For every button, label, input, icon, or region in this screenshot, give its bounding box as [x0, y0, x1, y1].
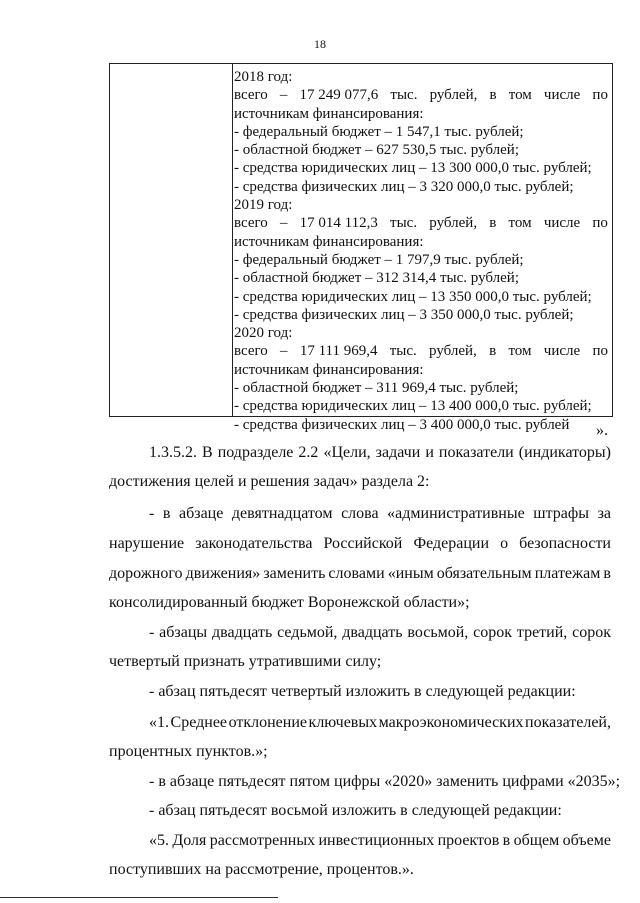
paragraph-word: в [502, 832, 511, 849]
paragraph-word: сорок [572, 624, 611, 641]
paragraph-word: абзацы [159, 624, 208, 641]
table-word: том [508, 343, 532, 360]
table-word: всего [234, 343, 268, 360]
paragraph-word: слова [341, 505, 379, 522]
paragraph-line: достижения целей и решения задач» раздела 2: [109, 473, 430, 490]
table-word: в [489, 87, 497, 104]
paragraph-word: объеме [562, 832, 611, 849]
table-line: источникам финансирования: [234, 361, 424, 378]
paragraph-word: седьмой, [277, 624, 338, 641]
table-line: - средства юридических лиц – 13 300 000,0 тыс. рублей; [234, 160, 592, 177]
paragraph-line-justified [109, 535, 611, 553]
table-left-cell [110, 64, 233, 416]
paragraph-word: макроэкономических [378, 714, 524, 731]
paragraph-line-justified [149, 505, 611, 523]
paragraph-word: Среднее [170, 714, 228, 731]
table-line: источникам финансирования: [234, 233, 424, 250]
paragraph-line: процентных пунктов.»; [109, 743, 268, 760]
paragraph-word: дорожного [109, 565, 183, 582]
paragraph-word: абзаце [179, 505, 224, 522]
paragraph-word: движения» [185, 565, 261, 582]
table-word: по [592, 343, 608, 360]
table-line: 2019 год: [234, 197, 293, 214]
table-line-justified [234, 214, 608, 232]
paragraph-word: - [149, 624, 155, 641]
table-line: 2018 год: [234, 69, 293, 85]
footer-rule [0, 897, 278, 898]
table-line: - федеральный бюджет – 1 797,9 тыс. рублей; [234, 251, 524, 268]
paragraph-word: Российской [323, 535, 403, 552]
paragraph-line-justified [109, 565, 611, 583]
table-word: в [489, 215, 497, 232]
paragraph-line-justified [149, 624, 611, 642]
table-word: 17 249 077,6 [299, 87, 379, 104]
paragraph-word: - [149, 505, 155, 522]
paragraph-word: в [603, 565, 611, 582]
paragraph-word: восьмой, [407, 624, 469, 641]
paragraph-word: о [500, 535, 509, 552]
paragraph-word: двадцать [212, 624, 273, 641]
table-word: – [280, 343, 288, 360]
table-word: тыс. [389, 343, 417, 360]
table-line: 2020 год: [234, 325, 293, 342]
paragraph-word: «5. [149, 832, 169, 849]
paragraph-word: и [425, 444, 434, 461]
table-word: тыс. [390, 87, 418, 104]
paragraph-word: «иным [387, 565, 434, 582]
table-word: рублей, [429, 87, 478, 104]
paragraph-word: обязательным [436, 565, 532, 582]
paragraph-word: двадцать [342, 624, 403, 641]
table-line: - областной бюджет – 627 530,5 тыс. рублей; [234, 142, 519, 159]
paragraph-word: показателей, [525, 714, 611, 731]
paragraph-word: словами [328, 565, 385, 582]
table-line: - средства юридических лиц – 13 350 000,0 тыс. рублей; [234, 288, 592, 305]
paragraph-word: за [597, 505, 611, 522]
paragraph-line-justified [149, 832, 611, 850]
paragraph-word: Федерации [413, 535, 489, 552]
paragraph-word: сорок [473, 624, 513, 641]
table-word: том [508, 215, 532, 232]
paragraph-word: ключевых [308, 714, 378, 731]
paragraph-word: В [202, 444, 213, 461]
paragraph-word: законодательства [195, 535, 313, 552]
table-word: в [489, 343, 497, 360]
table-word: 17 111 969,4 [299, 343, 378, 360]
table-word: 17 014 112,3 [299, 215, 378, 232]
paragraph-line-justified [149, 444, 611, 462]
table-line-justified [234, 342, 608, 360]
table-right-cell [234, 68, 608, 434]
paragraph-word: 2.2 [298, 444, 319, 461]
table-line: - областной бюджет – 311 969,4 тыс. рублей; [234, 380, 519, 397]
table-line: - средства юридических лиц – 13 400 000,0 тыс. рублей; [234, 398, 592, 415]
table-word: всего [234, 215, 268, 232]
table-word: – [279, 87, 288, 104]
paragraph-line: - абзац пятьдесят восьмой изложить в следующей редакции: [149, 802, 562, 819]
paragraph-line: поступивших на рассмотрение, процентов.». [109, 861, 414, 878]
paragraph-word: «административные [387, 505, 525, 522]
table-word: тыс. [390, 215, 418, 232]
table-line: - областной бюджет – 312 314,4 тыс. рублей; [234, 270, 519, 287]
page-number: 18 [314, 37, 326, 51]
table-word: числе [543, 87, 581, 104]
paragraph-word: 1.3.5.2. [149, 444, 197, 461]
table-word: рублей, [429, 343, 477, 360]
paragraph-word: заменить [263, 565, 326, 582]
paragraph-word: нарушение [109, 535, 185, 552]
paragraph-word: «Цели, [323, 444, 371, 461]
paragraph-line: - абзац пятьдесят четвертый изложить в следующей редакции: [149, 683, 576, 700]
paragraph-word: показатели [438, 444, 514, 461]
paragraph-word: Доля [172, 832, 207, 849]
table-word: том [508, 87, 532, 104]
paragraph-word: проектов [437, 832, 500, 849]
table-word: числе [543, 215, 581, 232]
table-word: по [592, 215, 608, 232]
table-line: источникам финансирования: [234, 105, 424, 122]
table-word: числе [543, 343, 581, 360]
paragraph-word: «1. [149, 714, 169, 731]
paragraph-word: инвестиционных [318, 832, 435, 849]
paragraph-line: консолидированный бюджет Воронежской области»; [109, 594, 470, 611]
paragraph-word: общем [513, 832, 560, 849]
table-line: - средства физических лиц – 3 320 000,0 тыс. рублей; [234, 178, 574, 195]
paragraph-word: безопасности [519, 535, 611, 552]
table-line: - средства физических лиц – 3 400 000,0 тыс. рублей [234, 416, 570, 433]
paragraph-word: подразделе [217, 444, 294, 461]
closing-quote: ». [596, 422, 608, 439]
table-word: по [592, 87, 608, 104]
paragraph-line: четвертый признать утратившими силу; [109, 653, 382, 670]
table-line: - федеральный бюджет – 1 547,1 тыс. рублей; [234, 123, 524, 140]
table-word: – [279, 215, 288, 232]
paragraph-word: штрафы [533, 505, 590, 522]
paragraph-word: задачи [375, 444, 421, 461]
table-line: - средства физических лиц – 3 350 000,0 тыс. рублей; [234, 306, 574, 323]
paragraph-word: платежам [534, 565, 601, 582]
paragraph-word: девятнадцатом [231, 505, 333, 522]
paragraph-word: (индикаторы) [518, 444, 611, 461]
paragraph-word: в [162, 505, 171, 522]
paragraph-word: рассмотренных [209, 832, 316, 849]
funding-table [109, 63, 613, 433]
paragraph-word: третий, [516, 624, 568, 641]
table-word: рублей, [429, 215, 478, 232]
paragraph-word: отклонение [228, 714, 307, 731]
paragraph-line-justified [149, 714, 611, 732]
table-word: всего [234, 87, 268, 104]
table-line-justified [234, 86, 608, 104]
paragraph-line: - в абзаце пятьдесят пятом цифры «2020» заменить цифрами «2035»; [149, 773, 621, 790]
